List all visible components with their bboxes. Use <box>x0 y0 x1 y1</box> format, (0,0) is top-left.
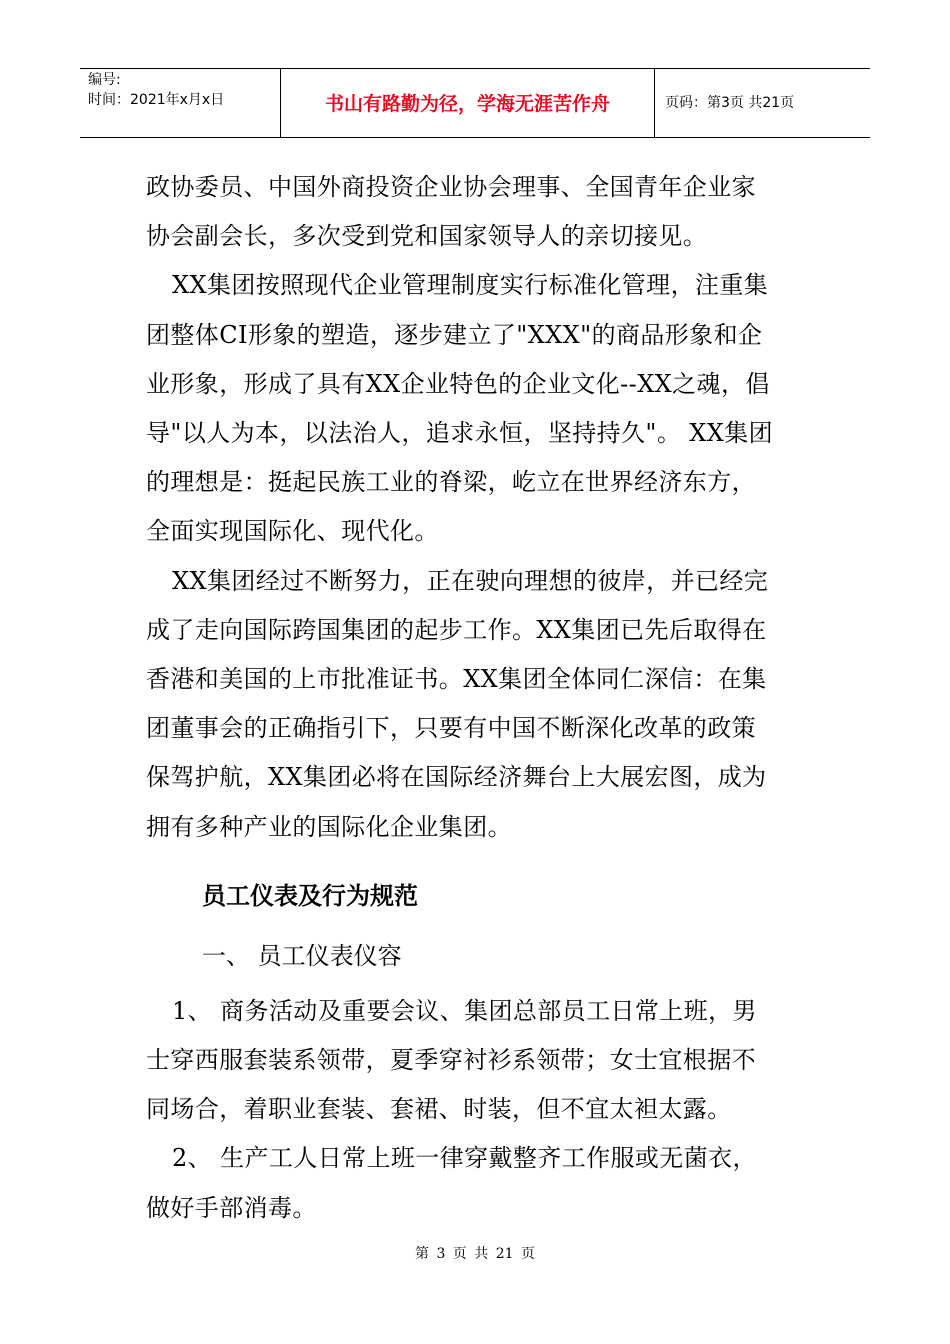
paragraph-line: 全面实现国际化、现代化。 <box>146 517 439 546</box>
paragraph-2 <box>146 261 810 556</box>
subsection-title: 一、 员工仪表仪容 <box>202 941 402 970</box>
list-item-line: 2、 生产工人日常上班一律穿戴整齐工作服或无菌衣， <box>172 1144 757 1173</box>
paragraph-3 <box>146 557 810 852</box>
paragraph-1 <box>146 163 810 261</box>
paragraph-line: 的理想是：挺起民族工业的脊梁，屹立在世界经济东方， <box>146 468 756 497</box>
header-motto-cell <box>281 69 655 137</box>
page-footer: 第 3 页 共 21 页 <box>415 1246 535 1262</box>
list-item-line: 1、 商务活动及重要会议、集团总部员工日常上班，男 <box>172 996 757 1025</box>
paragraph-line: 拥有多种产业的国际化企业集团。 <box>146 812 512 841</box>
number-label: 编号: <box>88 72 121 88</box>
header-motto: 书山有路勤为径，学海无涯苦作舟 <box>324 93 610 115</box>
list-item-line: 做好手部消毒。 <box>146 1193 317 1222</box>
list-item-1 <box>146 987 810 1135</box>
paragraph-line: 香港和美国的上市批准证书。XX集团全体同仁深信：在集 <box>146 665 767 694</box>
document-header <box>80 68 870 138</box>
list-item-line: 同场合，着职业套装、套裙、时装，但不宜太袒太露。 <box>146 1095 732 1124</box>
list-item-2 <box>146 1134 810 1232</box>
header-page-info: 页码：第3页 共21页 <box>665 95 795 111</box>
paragraph-line: 政协委员、中国外商投资企业协会理事、全国青年企业家 <box>146 173 756 201</box>
paragraph-line: 成了走向国际跨国集团的起步工作。XX集团已先后取得在 <box>146 615 767 644</box>
time-label: 时间：2021年x月x日 <box>88 92 225 108</box>
section-title: 员工仪表及行为规范 <box>202 880 418 910</box>
list-item-line: 士穿西服套装系领带，夏季穿衬衫系领带；女士宜根据不 <box>146 1046 756 1075</box>
paragraph-line: 团整体CI形象的塑造，逐步建立了"XXX"的商品形象和企 <box>146 320 763 349</box>
paragraph-line: 团董事会的正确指引下，只要有中国不断深化改革的政策 <box>146 714 756 743</box>
paragraph-line: XX集团经过不断努力，正在驶向理想的彼岸，并已经完 <box>172 566 769 595</box>
paragraph-line: 协会副会长，多次受到党和国家领导人的亲切接见。 <box>146 222 708 251</box>
paragraph-line: 导"以人为本，以法治人，追求永恒，坚持持久"。 XX集团 <box>146 419 774 448</box>
paragraph-line: 业形象，形成了具有XX企业特色的企业文化--XX之魂，倡 <box>146 369 770 398</box>
header-page-cell <box>655 69 870 137</box>
paragraph-line: XX集团按照现代企业管理制度实行标准化管理，注重集 <box>172 271 769 300</box>
paragraph-line: 保驾护航，XX集团必将在国际经济舞台上大展宏图，成为 <box>146 763 767 792</box>
header-meta-cell <box>80 69 281 137</box>
document-body <box>146 163 810 1233</box>
